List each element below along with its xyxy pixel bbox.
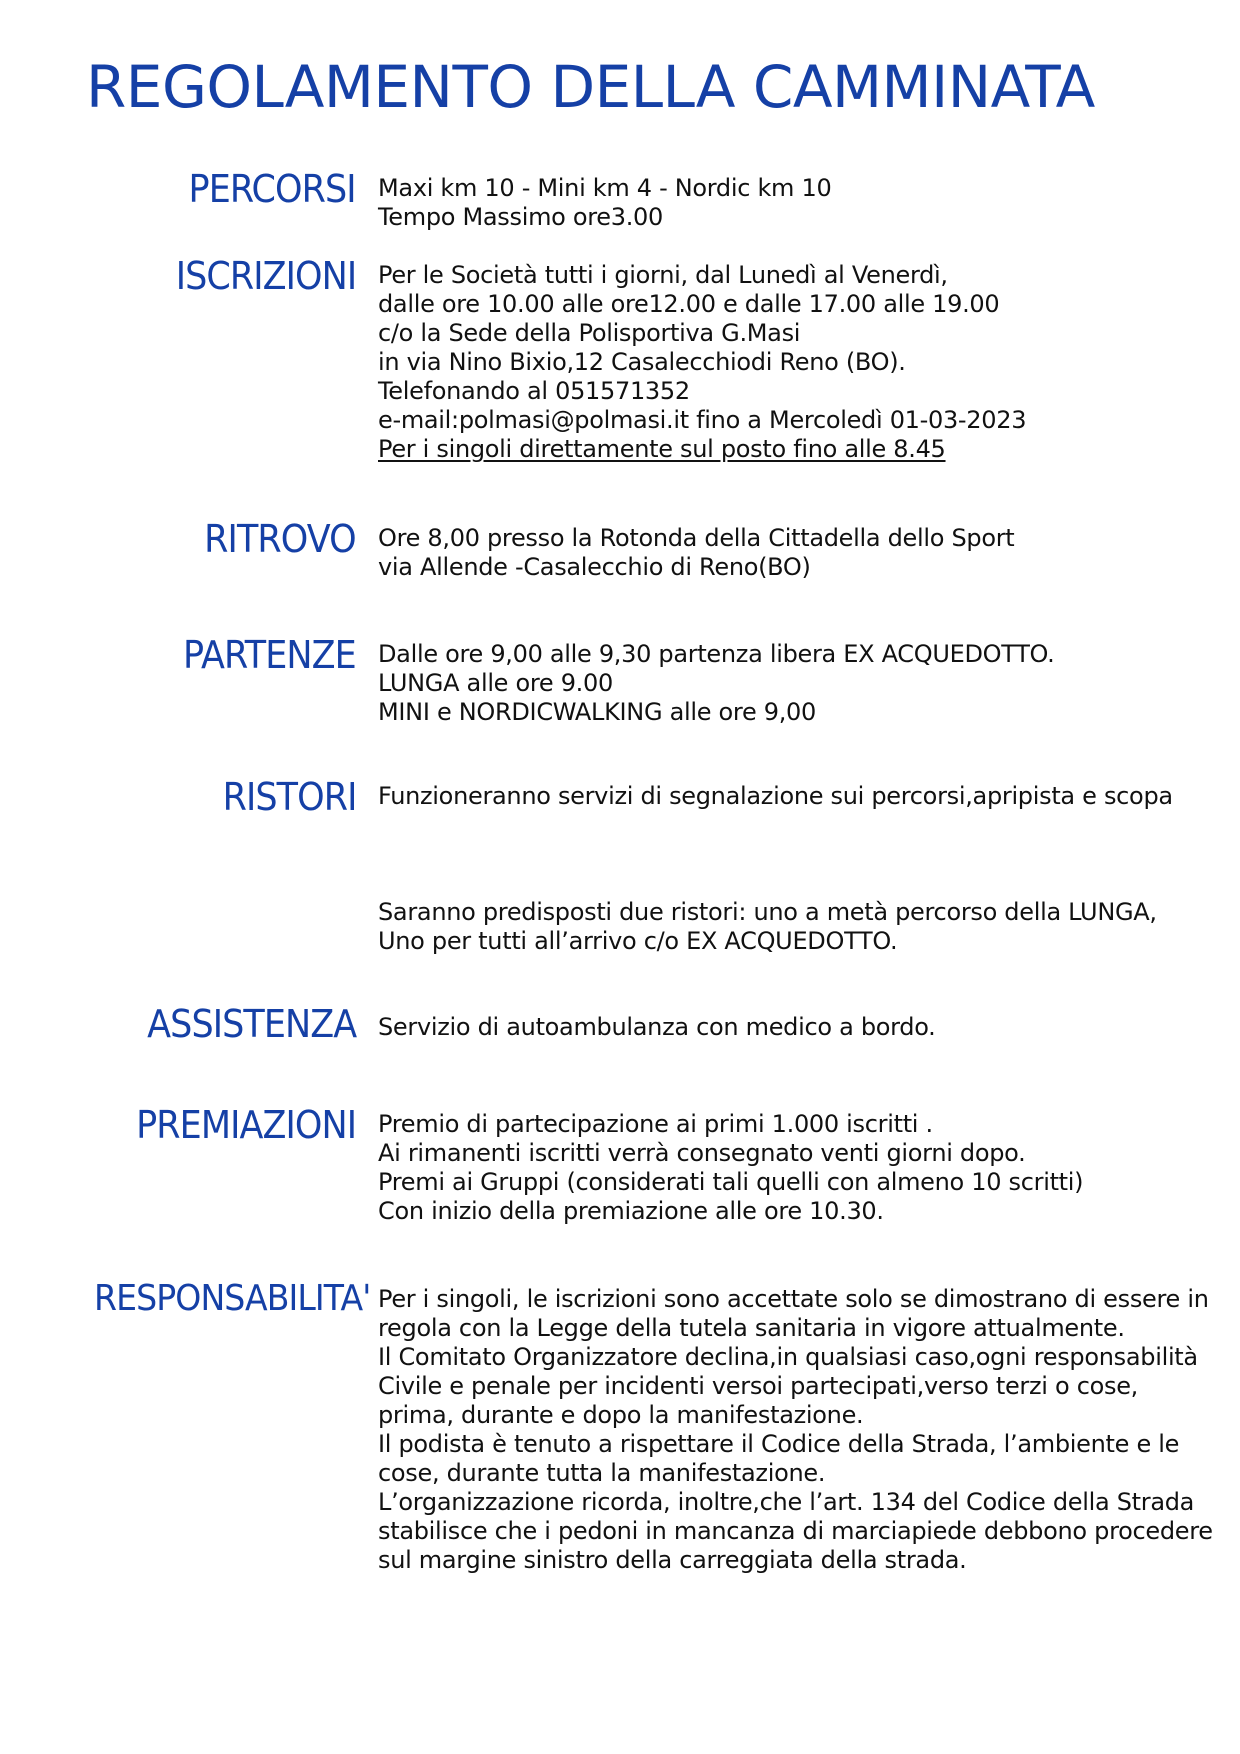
- text-line: L’organizzazione ricorda, inoltre,che l’art. 134 del Codice della Strada: [378, 1488, 1195, 1516]
- section-body: [378, 1013, 1228, 1042]
- text-line: Con inizio della premiazione alle ore 10.30.: [378, 1197, 884, 1225]
- text-line: Maxi km 10 - Mini km 4 - Nordic km 10: [378, 174, 832, 202]
- email-line: e-mail:polmasi@polmasi.it fino a Mercoledì 01-03-2023: [378, 406, 1027, 434]
- section-label: PARTENZE: [183, 633, 356, 677]
- text-line: Ai rimanenti iscritti verrà consegnato venti giorni dopo.: [378, 1139, 1026, 1167]
- section-label: RESPONSABILITA': [93, 1278, 370, 1319]
- section-label: RITROVO: [204, 517, 356, 561]
- text-line: Saranno predisposti due ristori: uno a metà percorso della LUNGA,: [378, 898, 1157, 926]
- text-line: Per i singoli, le iscrizioni sono accettate solo se dimostrano di essere in: [378, 1285, 1209, 1313]
- section-body: [378, 524, 1228, 582]
- text-line: Premi ai Gruppi (considerati tali quelli con almeno 10 scritti): [378, 1168, 1084, 1196]
- section-body: [378, 1285, 1228, 1575]
- section-label: ISCRIZIONI: [175, 254, 356, 298]
- underlined-note: Per i singoli direttamente sul posto fino alle 8.45: [378, 435, 946, 463]
- text-line: LUNGA alle ore 9.00: [378, 669, 613, 697]
- text-line: Premio di partecipazione ai primi 1.000 iscritti .: [378, 1110, 933, 1138]
- text-line: sul margine sinistro della carreggiata della strada.: [378, 1546, 967, 1574]
- text-line: prima, durante e dopo la manifestazione.: [378, 1401, 864, 1429]
- text-line: Servizio di autoambulanza con medico a bordo.: [378, 1013, 936, 1041]
- text-line: in via Nino Bixio,12 Casalecchiodi Reno (BO).: [378, 348, 906, 376]
- section-label: PERCORSI: [188, 167, 356, 211]
- text-line: Dalle ore 9,00 alle 9,30 partenza libera EX ACQUEDOTTO.: [378, 640, 1055, 668]
- section-body: [378, 782, 1228, 811]
- text-line: via Allende -Casalecchio di Reno(BO): [378, 553, 811, 581]
- text-line: regola con la Legge della tutela sanitaria in vigore attualmente.: [378, 1314, 1125, 1342]
- text-line: Per le Società tutti i giorni, dal Lunedì al Venerdì,: [378, 261, 948, 289]
- text-line: Uno per tutti all’arrivo c/o EX ACQUEDOTTO.: [378, 927, 898, 955]
- text-line: Il Comitato Organizzatore declina,in qualsiasi caso,ogni responsabilità: [378, 1343, 1198, 1371]
- text-line: dalle ore 10.00 alle ore12.00 e dalle 17.00 alle 19.00: [378, 290, 1000, 318]
- section-label: RISTORI: [222, 775, 356, 819]
- section-label: ASSISTENZA: [146, 1002, 356, 1046]
- text-line: c/o la Sede della Polisportiva G.Masi: [378, 319, 801, 347]
- section-label: PREMIAZIONI: [136, 1103, 356, 1147]
- section-body: [378, 640, 1228, 727]
- section-body-extra: [378, 898, 1228, 956]
- text-line: cose, durante tutta la manifestazione.: [378, 1459, 826, 1487]
- text-line: Il podista è tenuto a rispettare il Codice della Strada, l’ambiente e le: [378, 1430, 1180, 1458]
- text-line: MINI e NORDICWALKING alle ore 9,00: [378, 698, 816, 726]
- text-line: Civile e penale per incidenti versoi partecipati,verso terzi o cose,: [378, 1372, 1138, 1400]
- section-body: [378, 174, 1228, 232]
- text-line: Funzioneranno servizi di segnalazione sui percorsi,apripista e scopa: [378, 782, 1173, 810]
- section-body: [378, 261, 1228, 464]
- text-line: Tempo Massimo ore3.00: [378, 203, 663, 231]
- text-line: Telefonando al 051571352: [378, 377, 690, 405]
- text-line: stabilisce che i pedoni in mancanza di marciapiede debbono procedere: [378, 1517, 1213, 1545]
- section-body: [378, 1110, 1228, 1226]
- text-line: Ore 8,00 presso la Rotonda della Cittadella dello Sport: [378, 524, 1015, 552]
- page-title: REGOLAMENTO DELLA CAMMINATA: [86, 53, 1095, 121]
